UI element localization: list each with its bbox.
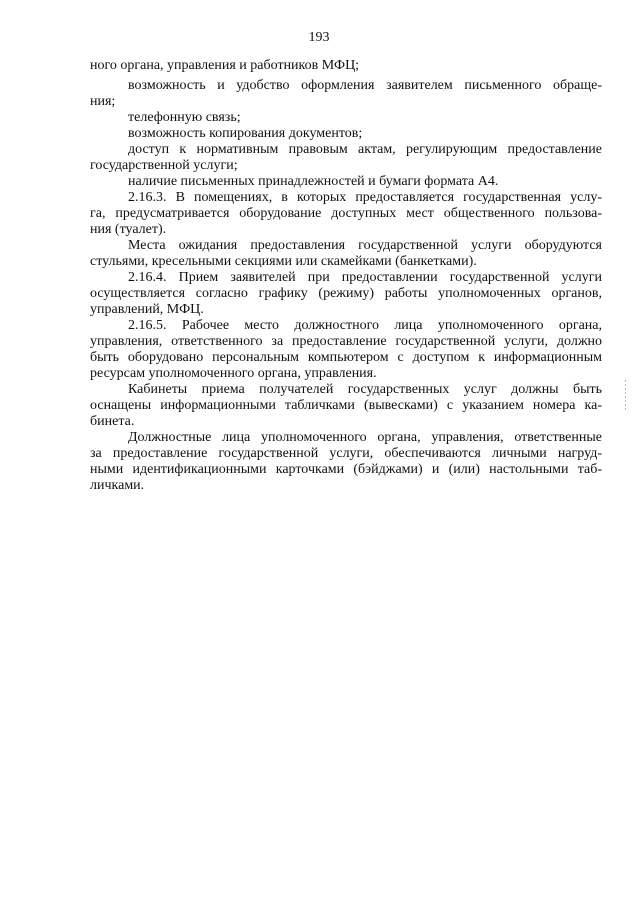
text-line: бинета. — [90, 414, 135, 429]
scan-artifact — [625, 380, 626, 410]
paragraph — [90, 110, 602, 126]
text-line: оснащены информационными табличками (вывесками) с указанием номера ка- — [90, 398, 602, 413]
text-line: ресурсам уполномоченного органа, управления. — [90, 366, 377, 381]
paragraph — [90, 382, 602, 430]
text-line: управления, ответственного за предоставление государственной услуги, должно — [90, 334, 602, 349]
paragraph — [90, 174, 602, 190]
text-line: Места ожидания предоставления государственной услуги оборудуются — [128, 238, 602, 253]
document-body — [90, 58, 602, 494]
paragraph — [90, 318, 602, 382]
text-line: наличие письменных принадлежностей и бумаги формата А4. — [128, 174, 499, 189]
paragraph — [90, 126, 602, 142]
text-line: телефонную связь; — [128, 110, 241, 125]
text-line: личками. — [90, 478, 145, 493]
text-line: Должностные лица уполномоченного органа, управления, ответственные — [128, 430, 602, 445]
text-line: возможность и удобство оформления заявителем письменного обраще- — [128, 78, 602, 93]
text-line: га, предусматривается оборудование доступных мест общественного пользова- — [90, 206, 602, 221]
text-line: осуществляется согласно графику (режиму) работы уполномоченных органов, — [90, 286, 602, 301]
text-line: доступ к нормативным правовым актам, регулирующим предоставление — [128, 142, 602, 157]
paragraph — [90, 190, 602, 238]
paragraph — [90, 238, 602, 270]
text-line: 2.16.4. Прием заявителей при предоставлении государственной услуги — [128, 270, 602, 285]
paragraph — [90, 430, 602, 494]
text-line: управлений, МФЦ. — [90, 302, 204, 317]
text-line: ния; — [90, 94, 116, 109]
text-line: быть оборудовано персональным компьютером с доступом к информационным — [90, 350, 602, 365]
paragraph — [90, 58, 602, 74]
text-line: 2.16.5. Рабочее место должностного лица уполномоченного органа, — [128, 318, 602, 333]
text-line: ния (туалет). — [90, 222, 167, 237]
text-line: ными идентификационными карточками (бэйджами) и (или) настольными таб- — [90, 462, 602, 477]
text-line: государственной услуги; — [90, 158, 238, 173]
text-line: за предоставление государственной услуги, обеспечиваются личными нагруд- — [90, 446, 602, 461]
text-line: 2.16.3. В помещениях, в которых предоставляется государственная услу- — [128, 190, 602, 205]
paragraph — [90, 142, 602, 174]
text-line: ного органа, управления и работников МФЦ; — [90, 58, 360, 73]
text-line: Кабинеты приема получателей государственных услуг должны быть — [128, 382, 602, 397]
page-number: 193 — [308, 30, 330, 45]
paragraph — [90, 78, 602, 110]
text-line: стульями, кресельными секциями или скамейками (банкетками). — [90, 254, 477, 269]
text-line: возможность копирования документов; — [128, 126, 363, 141]
paragraph — [90, 270, 602, 318]
